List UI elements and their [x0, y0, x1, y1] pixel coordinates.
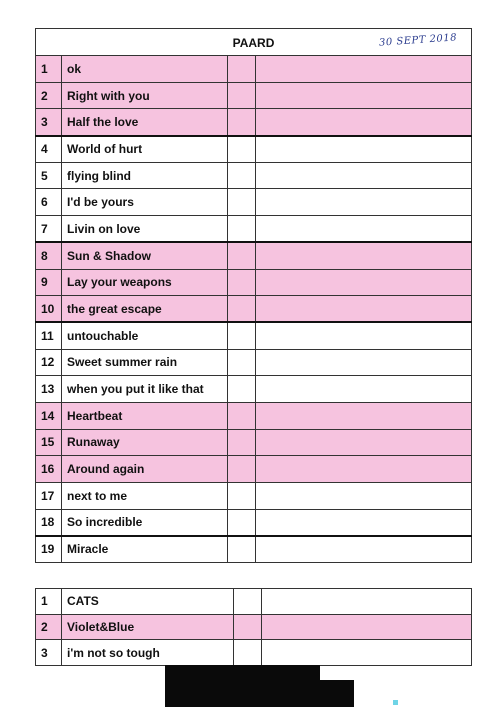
encore-row: [36, 614, 472, 640]
song-title: CATS: [62, 589, 234, 615]
setlist-row: [36, 483, 472, 510]
notes-cell: [256, 216, 472, 243]
note-cell: [228, 189, 256, 216]
song-number: 6: [36, 189, 62, 216]
note-cell: [228, 509, 256, 536]
song-title: Around again: [62, 456, 228, 483]
note-cell: [234, 614, 262, 640]
note-cell: [228, 82, 256, 109]
setlist-row: [36, 429, 472, 456]
song-number: 19: [36, 536, 62, 563]
song-title: when you put it like that: [62, 376, 228, 403]
song-number: 1: [36, 589, 62, 615]
setlist-row: [36, 509, 472, 536]
song-title: Miracle: [62, 536, 228, 563]
setlist-row: [36, 376, 472, 403]
notes-cell: [256, 296, 472, 323]
song-title: i'm not so tough: [62, 640, 234, 666]
setlist-row: [36, 109, 472, 136]
setlist-row: [36, 402, 472, 429]
note-cell: [228, 536, 256, 563]
song-number: 7: [36, 216, 62, 243]
redaction-block-edge: [318, 680, 354, 707]
note-cell: [228, 216, 256, 243]
setlist-row: [36, 349, 472, 376]
notes-cell: [256, 109, 472, 136]
song-number: 18: [36, 509, 62, 536]
encore-row: [36, 589, 472, 615]
song-title: Sweet summer rain: [62, 349, 228, 376]
song-number: 15: [36, 429, 62, 456]
song-title: World of hurt: [62, 136, 228, 163]
note-cell: [234, 640, 262, 666]
notes-cell: [256, 242, 472, 269]
notes-cell: [256, 483, 472, 510]
note-cell: [228, 269, 256, 296]
song-number: 3: [36, 109, 62, 136]
notes-cell: [256, 429, 472, 456]
setlist-row: [36, 136, 472, 163]
notes-cell: [262, 589, 472, 615]
notes-cell: [262, 614, 472, 640]
notes-cell: [256, 322, 472, 349]
setlist-row: [36, 536, 472, 563]
setlist-row: [36, 322, 472, 349]
song-title: So incredible: [62, 509, 228, 536]
note-cell: [228, 402, 256, 429]
notes-cell: [256, 56, 472, 83]
song-title: the great escape: [62, 296, 228, 323]
note-cell: [228, 296, 256, 323]
song-number: 3: [36, 640, 62, 666]
note-cell: [228, 56, 256, 83]
setlist-header-row: [36, 29, 472, 56]
note-cell: [228, 349, 256, 376]
notes-cell: [256, 136, 472, 163]
encore-row: [36, 640, 472, 666]
song-number: 16: [36, 456, 62, 483]
setlist-row: [36, 242, 472, 269]
song-number: 11: [36, 322, 62, 349]
setlist-row: [36, 456, 472, 483]
note-cell: [228, 162, 256, 189]
song-number: 2: [36, 82, 62, 109]
song-title: Heartbeat: [62, 402, 228, 429]
song-number: 8: [36, 242, 62, 269]
song-number: 5: [36, 162, 62, 189]
notes-cell: [256, 456, 472, 483]
notes-cell: [256, 189, 472, 216]
song-number: 14: [36, 402, 62, 429]
song-title: ok: [62, 56, 228, 83]
song-number: 1: [36, 56, 62, 83]
setlist-row: [36, 56, 472, 83]
notes-cell: [256, 349, 472, 376]
note-cell: [228, 322, 256, 349]
song-title: untouchable: [62, 322, 228, 349]
song-number: 10: [36, 296, 62, 323]
song-title: Violet&Blue: [62, 614, 234, 640]
song-title: Runaway: [62, 429, 228, 456]
note-cell: [234, 589, 262, 615]
notes-cell: [256, 402, 472, 429]
notes-cell: [256, 82, 472, 109]
notes-cell: [256, 162, 472, 189]
note-cell: [228, 456, 256, 483]
song-title: Right with you: [62, 82, 228, 109]
song-number: 13: [36, 376, 62, 403]
song-title: Half the love: [62, 109, 228, 136]
song-number: 12: [36, 349, 62, 376]
song-title: Livin on love: [62, 216, 228, 243]
song-number: 17: [36, 483, 62, 510]
song-number: 9: [36, 269, 62, 296]
setlist-row: [36, 189, 472, 216]
encore-setlist-table: [35, 588, 472, 666]
setlist-row: [36, 216, 472, 243]
scan-artifact: [393, 700, 398, 705]
notes-cell: [256, 509, 472, 536]
note-cell: [228, 242, 256, 269]
note-cell: [228, 136, 256, 163]
song-title: next to me: [62, 483, 228, 510]
song-number: 2: [36, 614, 62, 640]
venue-title: PAARD: [232, 36, 275, 50]
notes-cell: [256, 376, 472, 403]
setlist-row: [36, 296, 472, 323]
main-setlist-table: [35, 28, 472, 563]
song-number: 4: [36, 136, 62, 163]
header-cell: [36, 29, 472, 56]
note-cell: [228, 109, 256, 136]
redaction-block: [165, 665, 320, 707]
song-title: flying blind: [62, 162, 228, 189]
song-title: Lay your weapons: [62, 269, 228, 296]
song-title: Sun & Shadow: [62, 242, 228, 269]
note-cell: [228, 429, 256, 456]
note-cell: [228, 483, 256, 510]
handwritten-date: 30 SEPT 2018: [378, 32, 458, 49]
song-title: I'd be yours: [62, 189, 228, 216]
setlist-row: [36, 269, 472, 296]
notes-cell: [256, 269, 472, 296]
notes-cell: [256, 536, 472, 563]
note-cell: [228, 376, 256, 403]
notes-cell: [262, 640, 472, 666]
setlist-row: [36, 82, 472, 109]
setlist-row: [36, 162, 472, 189]
